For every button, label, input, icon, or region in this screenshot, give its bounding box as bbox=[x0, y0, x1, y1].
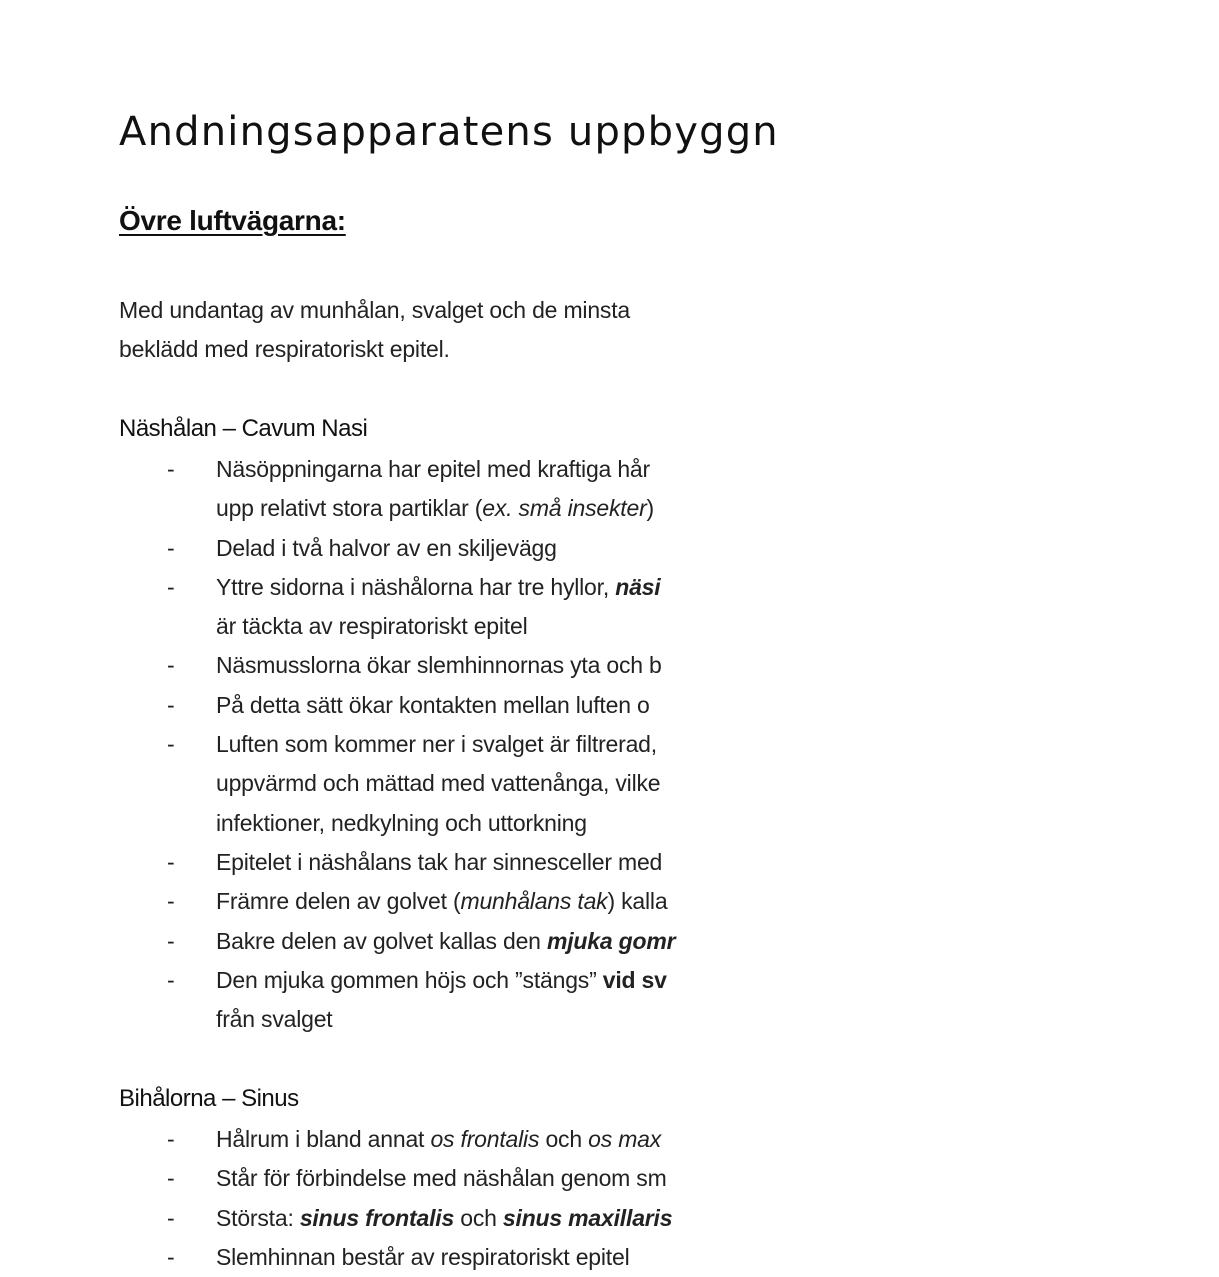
section-heading-nashalan: Näshålan – Cavum Nasi bbox=[119, 415, 368, 442]
dash-bullet: - bbox=[167, 848, 175, 875]
dash-bullet: - bbox=[167, 652, 175, 679]
dash-bullet: - bbox=[167, 534, 175, 561]
list-item bbox=[119, 1159, 672, 1198]
intro-line: Med undantag av munhålan, svalget och de minsta bbox=[119, 297, 630, 323]
list-item-text: är täckta av respiratoriskt epitel bbox=[216, 613, 528, 640]
list-item-text: Luften som kommer ner i svalget är filtrerad, bbox=[216, 731, 657, 758]
list-item-text: Största: sinus frontalis och sinus maxillaris bbox=[216, 1204, 673, 1231]
dash-bullet: - bbox=[167, 888, 175, 915]
list-item-text: På detta sätt ökar kontakten mellan luften o bbox=[216, 691, 650, 718]
list-item-text: Slemhinnan består av respiratoriskt epitel bbox=[216, 1243, 630, 1270]
bihalorna-list bbox=[119, 1120, 672, 1277]
list-item bbox=[119, 529, 675, 568]
dash-bullet: - bbox=[167, 456, 175, 482]
list-item bbox=[119, 450, 675, 529]
intro-paragraph bbox=[119, 291, 630, 370]
dash-bullet: - bbox=[167, 1243, 175, 1270]
dash-bullet: - bbox=[167, 1165, 175, 1192]
section-heading-bihalorna: Bihålorna – Sinus bbox=[119, 1085, 299, 1112]
list-item-text: Näsöppningarna har epitel med kraftiga hår bbox=[216, 456, 650, 482]
list-item bbox=[119, 961, 675, 1040]
list-item bbox=[119, 568, 675, 647]
dash-bullet: - bbox=[167, 731, 175, 758]
list-item bbox=[119, 1199, 672, 1238]
list-item-text: upp relativt stora partiklar (ex. små insekter) bbox=[216, 495, 654, 522]
nashalan-list bbox=[119, 450, 675, 1039]
list-item bbox=[119, 922, 675, 961]
dash-bullet: - bbox=[167, 1126, 175, 1152]
list-item-text: Står för förbindelse med näshålan genom sm bbox=[216, 1165, 667, 1192]
dash-bullet: - bbox=[167, 691, 175, 718]
list-item-text: Epitelet i näshålans tak har sinnesceller med bbox=[216, 848, 663, 875]
section-subheading: Övre luftvägarna: bbox=[119, 205, 346, 236]
list-item-text: Främre delen av golvet (munhålans tak) kalla bbox=[216, 888, 668, 915]
list-item-text: Den mjuka gommen höjs och ”stängs” vid sv bbox=[216, 966, 667, 993]
list-item-text: infektioner, nedkylning och uttorkning bbox=[216, 809, 587, 836]
dash-bullet: - bbox=[167, 573, 175, 600]
list-item bbox=[119, 843, 675, 882]
list-item bbox=[119, 725, 675, 843]
document-title: Andningsapparatens uppbyggn bbox=[119, 109, 779, 155]
list-item-text: Hålrum i bland annat os frontalis och os max bbox=[216, 1126, 662, 1152]
list-item bbox=[119, 686, 675, 725]
list-item-text: uppvärmd och mättad med vattenånga, vilke bbox=[216, 770, 661, 797]
list-item-text: från svalget bbox=[216, 1006, 333, 1033]
dash-bullet: - bbox=[167, 927, 175, 954]
dash-bullet: - bbox=[167, 966, 175, 993]
dash-bullet: - bbox=[167, 1204, 175, 1231]
intro-line: beklädd med respiratoriskt epitel. bbox=[119, 336, 450, 363]
list-item bbox=[119, 646, 675, 685]
list-item bbox=[119, 1120, 672, 1159]
list-item bbox=[119, 882, 675, 921]
list-item-text: Bakre delen av golvet kallas den mjuka gomr bbox=[216, 927, 676, 954]
list-item-text: Näsmusslorna ökar slemhinnornas yta och b bbox=[216, 652, 662, 679]
list-item bbox=[119, 1238, 672, 1277]
list-item-text: Delad i två halvor av en skiljevägg bbox=[216, 534, 557, 561]
list-item-text: Yttre sidorna i näshålorna har tre hyllor, näsi bbox=[216, 573, 661, 600]
